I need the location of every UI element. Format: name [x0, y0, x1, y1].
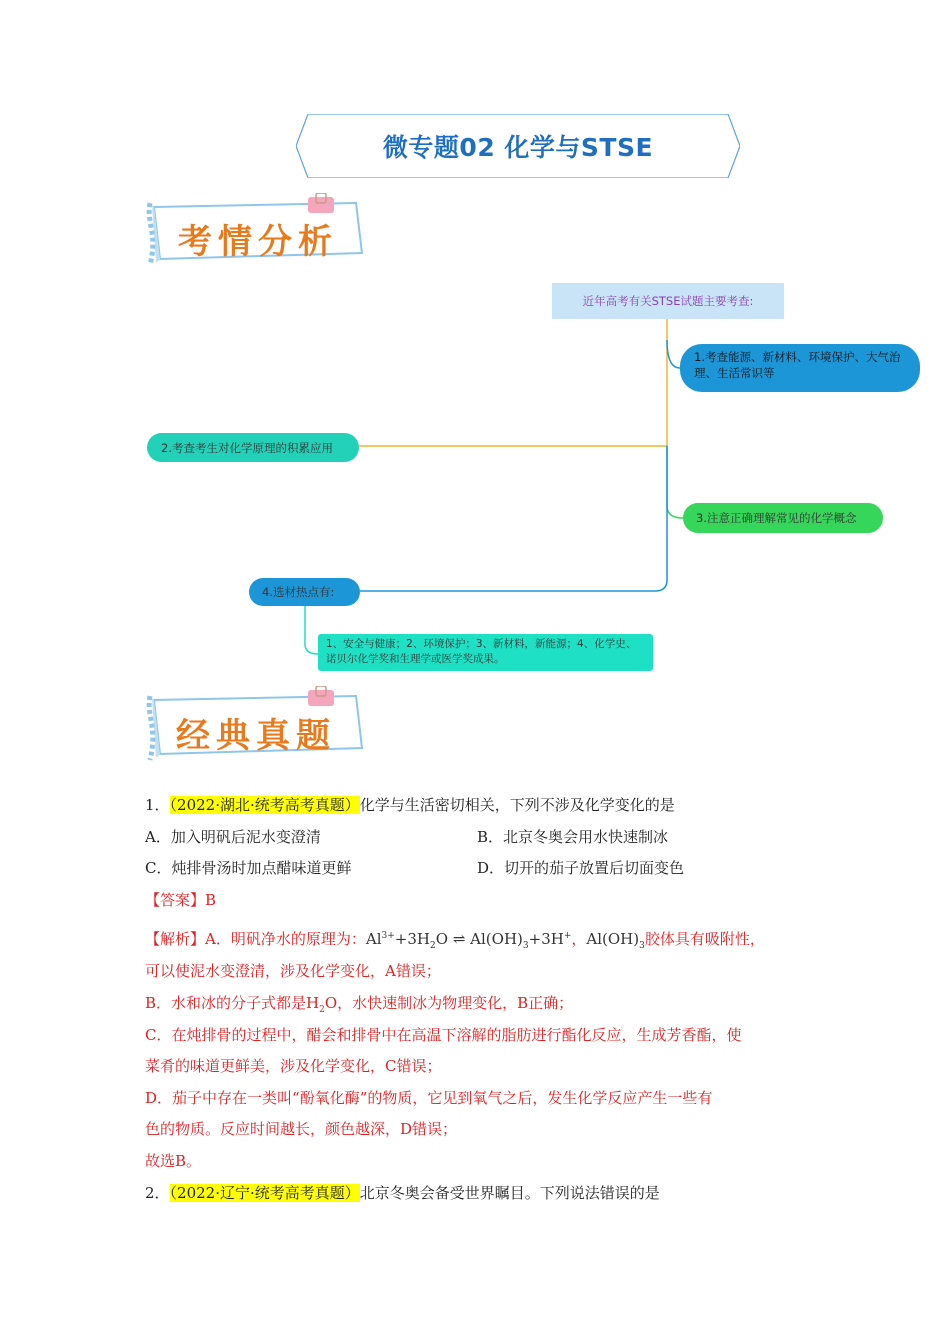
- answer-line: 【答案】B: [145, 891, 217, 909]
- eq-arrow: ⇌: [452, 930, 466, 948]
- option-b: B．北京冬奥会用水快速制冰: [477, 828, 669, 846]
- analysis-conclusion: 故选B。: [145, 1152, 202, 1170]
- eq-comma: ，: [571, 930, 587, 948]
- question-text: 化学与生活密切相关，下列不涉及化学变化的是: [359, 796, 675, 814]
- eq-al: Al: [365, 930, 382, 948]
- eq-water-h: +3H: [394, 930, 430, 948]
- eq-water-o: O: [435, 930, 449, 948]
- analysis-a-prefix: A．明矾净水的原理为：: [205, 930, 366, 948]
- question-source: （2022·辽宁·统考高考真题）: [169, 1184, 360, 1202]
- page-title: 微专题02 化学与STSE: [382, 133, 654, 162]
- eq-al-charge: 3+: [381, 931, 395, 941]
- eq-h-charge: +: [563, 931, 572, 941]
- question-text: 北京冬奥会备受世界瞩目。下列说法错误的是: [359, 1184, 660, 1202]
- mindmap-node-3: 3.注意正确理解常见的化学概念: [683, 503, 883, 533]
- analysis-a-line2: 可以使泥水变澄清，涉及化学变化，A错误；: [145, 962, 441, 980]
- analysis-c-line2: 菜肴的味道更鲜美，涉及化学变化，C错误；: [145, 1057, 442, 1075]
- hydrolysis-equation: [365, 930, 572, 951]
- analysis-b-pre: B．水和冰的分子式都是H: [145, 994, 320, 1012]
- option-c: C．炖排骨汤时加点醋味道更鲜: [145, 859, 352, 877]
- option-a: A．加入明矾后泥水变澄清: [145, 828, 321, 846]
- question-source: （2022·湖北·统考高考真题）: [169, 796, 360, 814]
- option-d: D．切开的茄子放置后切面变色: [477, 859, 685, 877]
- eq-h: +3H: [528, 930, 564, 948]
- question-number: 1．: [145, 796, 170, 814]
- analysis-section-title: 考情分析: [178, 222, 338, 262]
- question-1-stem: [145, 794, 675, 816]
- mindmap-node-1: 1.考查能源、新材料、环境保护、大气治理、生活常识等: [680, 344, 920, 392]
- h2o-sub: 2: [319, 1005, 325, 1015]
- mindmap-node-4: 4.选材热点有:: [249, 578, 360, 606]
- analysis-c-line1: C．在炖排骨的过程中，醋会和排骨中在高温下溶解的脂肪进行酯化反应，生成芳香酯，使: [145, 1026, 742, 1044]
- eq-aloh-2: Al(OH): [586, 930, 640, 948]
- question-2-stem: [145, 1182, 660, 1204]
- analysis-b-line: [145, 992, 573, 1021]
- analysis-a-suffix: 胶体具有吸附性，: [644, 930, 765, 948]
- eq-aloh: Al(OH): [470, 930, 523, 948]
- colloid-formula: [586, 930, 645, 951]
- analysis-d-line2: 色的物质。反应时间越长，颜色越深，D错误；: [145, 1120, 458, 1138]
- eq-sub-3b: 3: [639, 941, 645, 951]
- eq-sub-3: 3: [522, 941, 529, 951]
- question-number: 2．: [145, 1184, 170, 1202]
- mindmap-root-node: 近年高考有关STSE试题主要考查:: [552, 283, 784, 319]
- analysis-d-line1: D．茄子中存在一类叫“酚氧化酶”的物质，它见到氧气之后，发生化学反应产生一些有: [145, 1089, 713, 1107]
- analysis-label: 【解析】: [145, 930, 206, 948]
- classic-section-title: 经典真题: [176, 716, 336, 756]
- analysis-b-post: O，水快速制冰为物理变化，B正确；: [324, 994, 574, 1012]
- analysis-a-line1: [145, 925, 765, 957]
- mindmap-node-2: 2.考查考生对化学原理的积累应用: [147, 433, 359, 462]
- mindmap-node-4-detail: 1、安全与健康；2、环境保护；3、新材料，新能源；4、化学史、诺贝尔化学奖和生理学或医学奖成果。: [318, 634, 653, 671]
- eq-sub-2: 2: [429, 941, 436, 951]
